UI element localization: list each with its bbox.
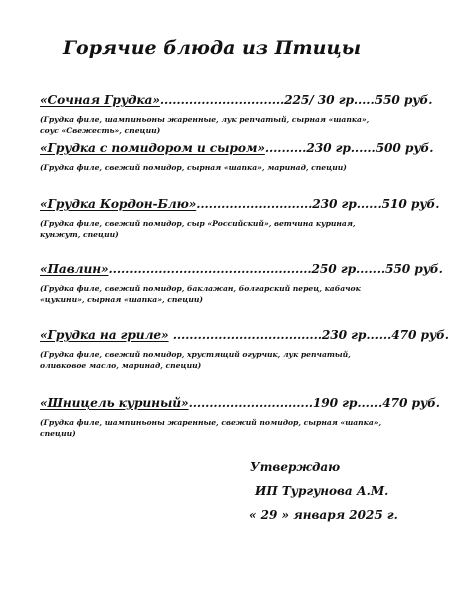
item-weight: 190 гр. <box>312 396 362 410</box>
leader-dots: .................................... <box>168 328 322 342</box>
item-line <box>40 262 443 277</box>
item-name: «Грудка Кордон-Блю» <box>40 197 197 211</box>
leader-dots: .............................. <box>188 396 313 410</box>
item-name: «Грудка на гриле» <box>40 328 169 342</box>
item-weight: 230 гр. <box>306 141 355 155</box>
item-line <box>40 396 440 411</box>
item-weight: 230 гр. <box>321 328 371 342</box>
item-line <box>40 197 440 212</box>
item-weight: 230 гр. <box>312 197 361 211</box>
item-line <box>40 328 449 343</box>
approval-label: Утверждаю <box>250 460 341 474</box>
item-line <box>40 141 434 156</box>
menu-item <box>40 262 443 305</box>
approval-signatory: ИП Тургунова А.М. <box>255 484 389 498</box>
leader-dots: .............................. <box>159 93 285 107</box>
leader-dots: ...... <box>360 262 386 276</box>
approval-date: « 29 » января 2025 г. <box>249 508 398 522</box>
item-description: (Грудка филе, шампиньоны жаренные, свежий помидор, сырная «шапка», специи) <box>40 418 382 438</box>
item-description: (Грудка филе, свежий помидор, хрустящий огурчик, лук репчатый, оливковое масло, маринад, специи) <box>40 350 351 370</box>
item-name: «Грудка с помидором и сыром» <box>40 141 265 155</box>
item-price: 510 руб. <box>381 197 440 211</box>
item-line <box>40 93 433 108</box>
menu-item <box>40 141 434 173</box>
item-price: 470 руб. <box>382 396 440 410</box>
leader-dots: ..... <box>370 328 392 342</box>
leader-dots: .... <box>358 93 375 107</box>
menu-item <box>40 328 449 371</box>
item-name: «Шницель куриный» <box>40 396 189 410</box>
leader-dots: ..... <box>354 141 376 155</box>
item-price: 550 руб. <box>374 93 433 107</box>
item-weight: 250 гр. <box>311 262 361 276</box>
menu-item <box>40 396 440 439</box>
leader-dots: .......... <box>264 141 307 155</box>
menu-item <box>40 93 433 136</box>
item-name: «Павлин» <box>40 262 109 276</box>
item-description: (Грудка филе, свежий помидор, сырная «шапка», маринад, специи) <box>40 163 347 172</box>
item-weight: 225/ 30 гр. <box>284 93 359 107</box>
leader-dots: ................................................. <box>108 262 312 276</box>
item-price: 470 руб. <box>391 328 449 342</box>
item-name: «Сочная Грудка» <box>40 93 160 107</box>
item-price: 500 руб. <box>375 141 434 155</box>
page-title: Горячие блюда из Птицы <box>62 37 362 59</box>
item-description: (Грудка филе, шампиньоны жаренные, лук репчатый, сырная «шапка», соус «Свежесть», специи) <box>40 115 370 135</box>
item-description: (Грудка филе, свежий помидор, баклажан, болгарский перец, кабачок «цукини», сырная «шапка», специи) <box>40 284 361 304</box>
menu-item <box>40 197 440 240</box>
item-price: 550 руб. <box>385 262 443 276</box>
leader-dots: ..... <box>361 396 383 410</box>
leader-dots: ............................ <box>196 197 313 211</box>
approval-block <box>246 460 398 532</box>
leader-dots: ..... <box>360 197 382 211</box>
item-description: (Грудка филе, свежий помидор, сыр «Российский», ветчина куриная, кунжут, специи) <box>40 219 356 239</box>
